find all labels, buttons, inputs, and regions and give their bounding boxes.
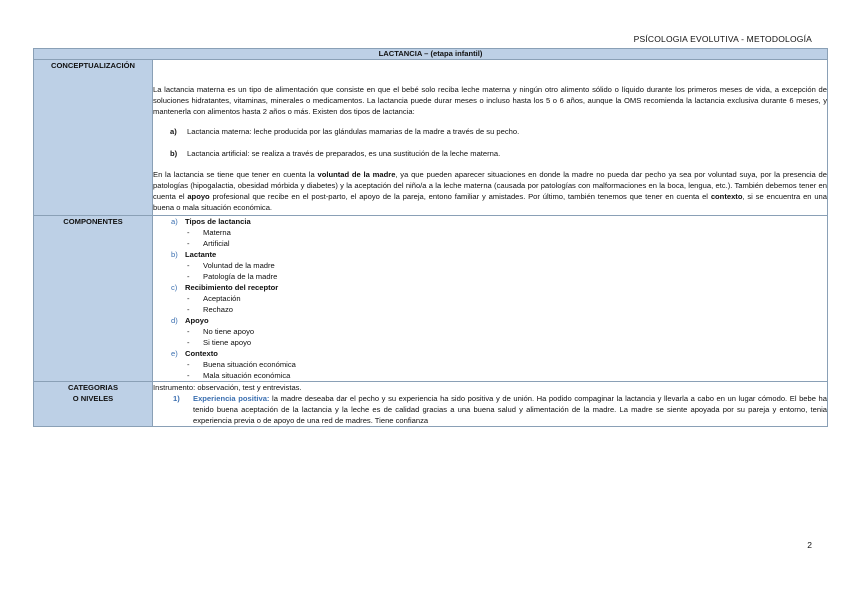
component-item-text: Voluntad de la madre [203,261,275,270]
component-item-text: Aceptación [203,294,241,303]
row-componentes [34,216,828,382]
row-categorias [34,382,828,427]
level-number: 1) [173,394,180,403]
list-item-text: Lactancia artificial: se realiza a través de preparados, es una sustitución de la leche materna. [187,149,501,158]
conceptualizacion-paragraph-1: La lactancia materna es un tipo de alimentación que consiste en que el bebé solo reciba leche materna y ningún otro alimento sólido o líquido durante los primeros meses de vida, a excepción de soluciones hidratantes, vitaminas, minerales o medicamentos. La lactancia puede durar meses o incluso hasta los 5 o 6 años, aunque la OMS recomienda la lactancia exclusiva durante 6 meses, y mantenerla con alimentos hasta 2 años o más. Existen dos tipos de lactancia: [153,85,827,116]
lactancia-table [33,48,828,427]
list-marker: b) [170,149,178,158]
row-content-conceptualizacion [153,60,828,216]
row-label-line: CATEGORIAS [67,383,119,392]
bold-term: apoyo [187,192,210,201]
component-item [187,238,827,249]
category-name: Apoyo [185,316,209,325]
component-item-text: No tiene apoyo [203,327,255,336]
bold-term: voluntad de la madre [317,170,396,179]
dash-marker: - [187,338,190,347]
dash-marker: - [187,360,190,369]
category-name: Recibimiento del receptor [185,283,279,292]
row-label-componentes: COMPONENTES [34,216,153,382]
component-item [187,293,827,304]
category-letter: e) [171,349,178,358]
list-item [170,126,827,137]
text-run: profesional que recibe en el post-parto, el apoyo de la pareja, entono familiar y amistades. Por último, también tenemos que tener en cuenta el [209,192,711,201]
component-item [187,227,827,238]
category-letter: b) [171,250,178,259]
component-item [187,370,827,381]
page-number: 2 [807,540,812,550]
row-label-line: O NIVELES [72,394,114,403]
row-content-categorias [153,382,828,427]
component-item [187,359,827,370]
component-item [187,337,827,348]
component-category [171,282,827,293]
dash-marker: - [187,305,190,314]
component-item [187,326,827,337]
document-header: PSÍCOLOGIA EVOLUTIVA - METODOLOGÍA [633,34,812,44]
text-run: , ya que pueden aparecer situaciones en donde la madre no pueda dar pecho ya sea por voluntad suya, por la presencia de patologías (hipogalactia, obesidad mórbida y diabetes) y la aceptación del niño/a a la leche materna (causada por patologías con malformaciones en la boca, lengua, etc.). También debemos tener en cuenta el [153,170,827,201]
category-name: Contexto [185,349,218,358]
text-run: , si se encuentra en una buena o mala situación económica. [153,192,827,212]
table-title-row [34,49,828,60]
row-label-conceptualizacion: CONCEPTUALIZACIÓN [34,60,153,216]
instrument-line: Instrumento: observación, test y entrevistas. [153,383,302,392]
lactancia-types-list [153,126,827,159]
bold-term: contexto [710,192,743,201]
component-item-text: Patología de la madre [203,272,278,281]
list-item [170,148,827,159]
levels-list [153,393,827,426]
component-item [187,271,827,282]
row-label-categorias [34,382,153,427]
component-item [187,304,827,315]
component-item-text: Artificial [203,239,230,248]
level-text: la madre deseaba dar el pecho y su experiencia ha sido positiva y de unión. Ha podido compaginar la lactancia y llevarla a cabo en un lugar cómodo. El bebe ha tenido buena aceptación de la lactancia y la leche es de calidad gracias a una buena salud y alimentación de la madre. La madre se siente apoyada por su pareja y entorno, tenia experiencia previa o de apoyo de una red de madres. Tiene confianza [193,394,828,425]
component-item-text: Materna [203,228,231,237]
level-item [173,393,827,426]
table-title: LACTANCIA – (etapa infantil) [34,49,828,60]
dash-marker: - [187,261,190,270]
dash-marker: - [187,228,190,237]
dash-marker: - [187,294,190,303]
component-category [171,348,827,359]
list-marker: a) [170,127,177,136]
dash-marker: - [187,239,190,248]
category-name: Lactante [185,250,217,259]
component-item-text: Rechazo [203,305,233,314]
list-item-text: Lactancia materna: leche producida por las glándulas mamarias de la madre a través de su pecho. [187,127,520,136]
row-content-componentes [153,216,828,382]
row-conceptualizacion [34,60,828,216]
dash-marker: - [187,371,190,380]
level-title: Experiencia positiva: [193,394,270,403]
category-letter: d) [171,316,178,325]
component-item-text: Mala situación económica [203,371,291,380]
component-item-text: Si tiene apoyo [203,338,252,347]
conceptualizacion-paragraph-2 [153,169,827,213]
component-category [171,249,827,260]
component-item-text: Buena situación económica [203,360,296,369]
dash-marker: - [187,327,190,336]
category-letter: c) [171,283,178,292]
component-item [187,260,827,271]
dash-marker: - [187,272,190,281]
category-letter: a) [171,217,178,226]
component-category [171,216,827,227]
text-run: En la lactancia se tiene que tener en cuenta la [153,170,318,179]
component-category [171,315,827,326]
components-list [153,216,827,381]
category-name: Tipos de lactancia [185,217,251,226]
